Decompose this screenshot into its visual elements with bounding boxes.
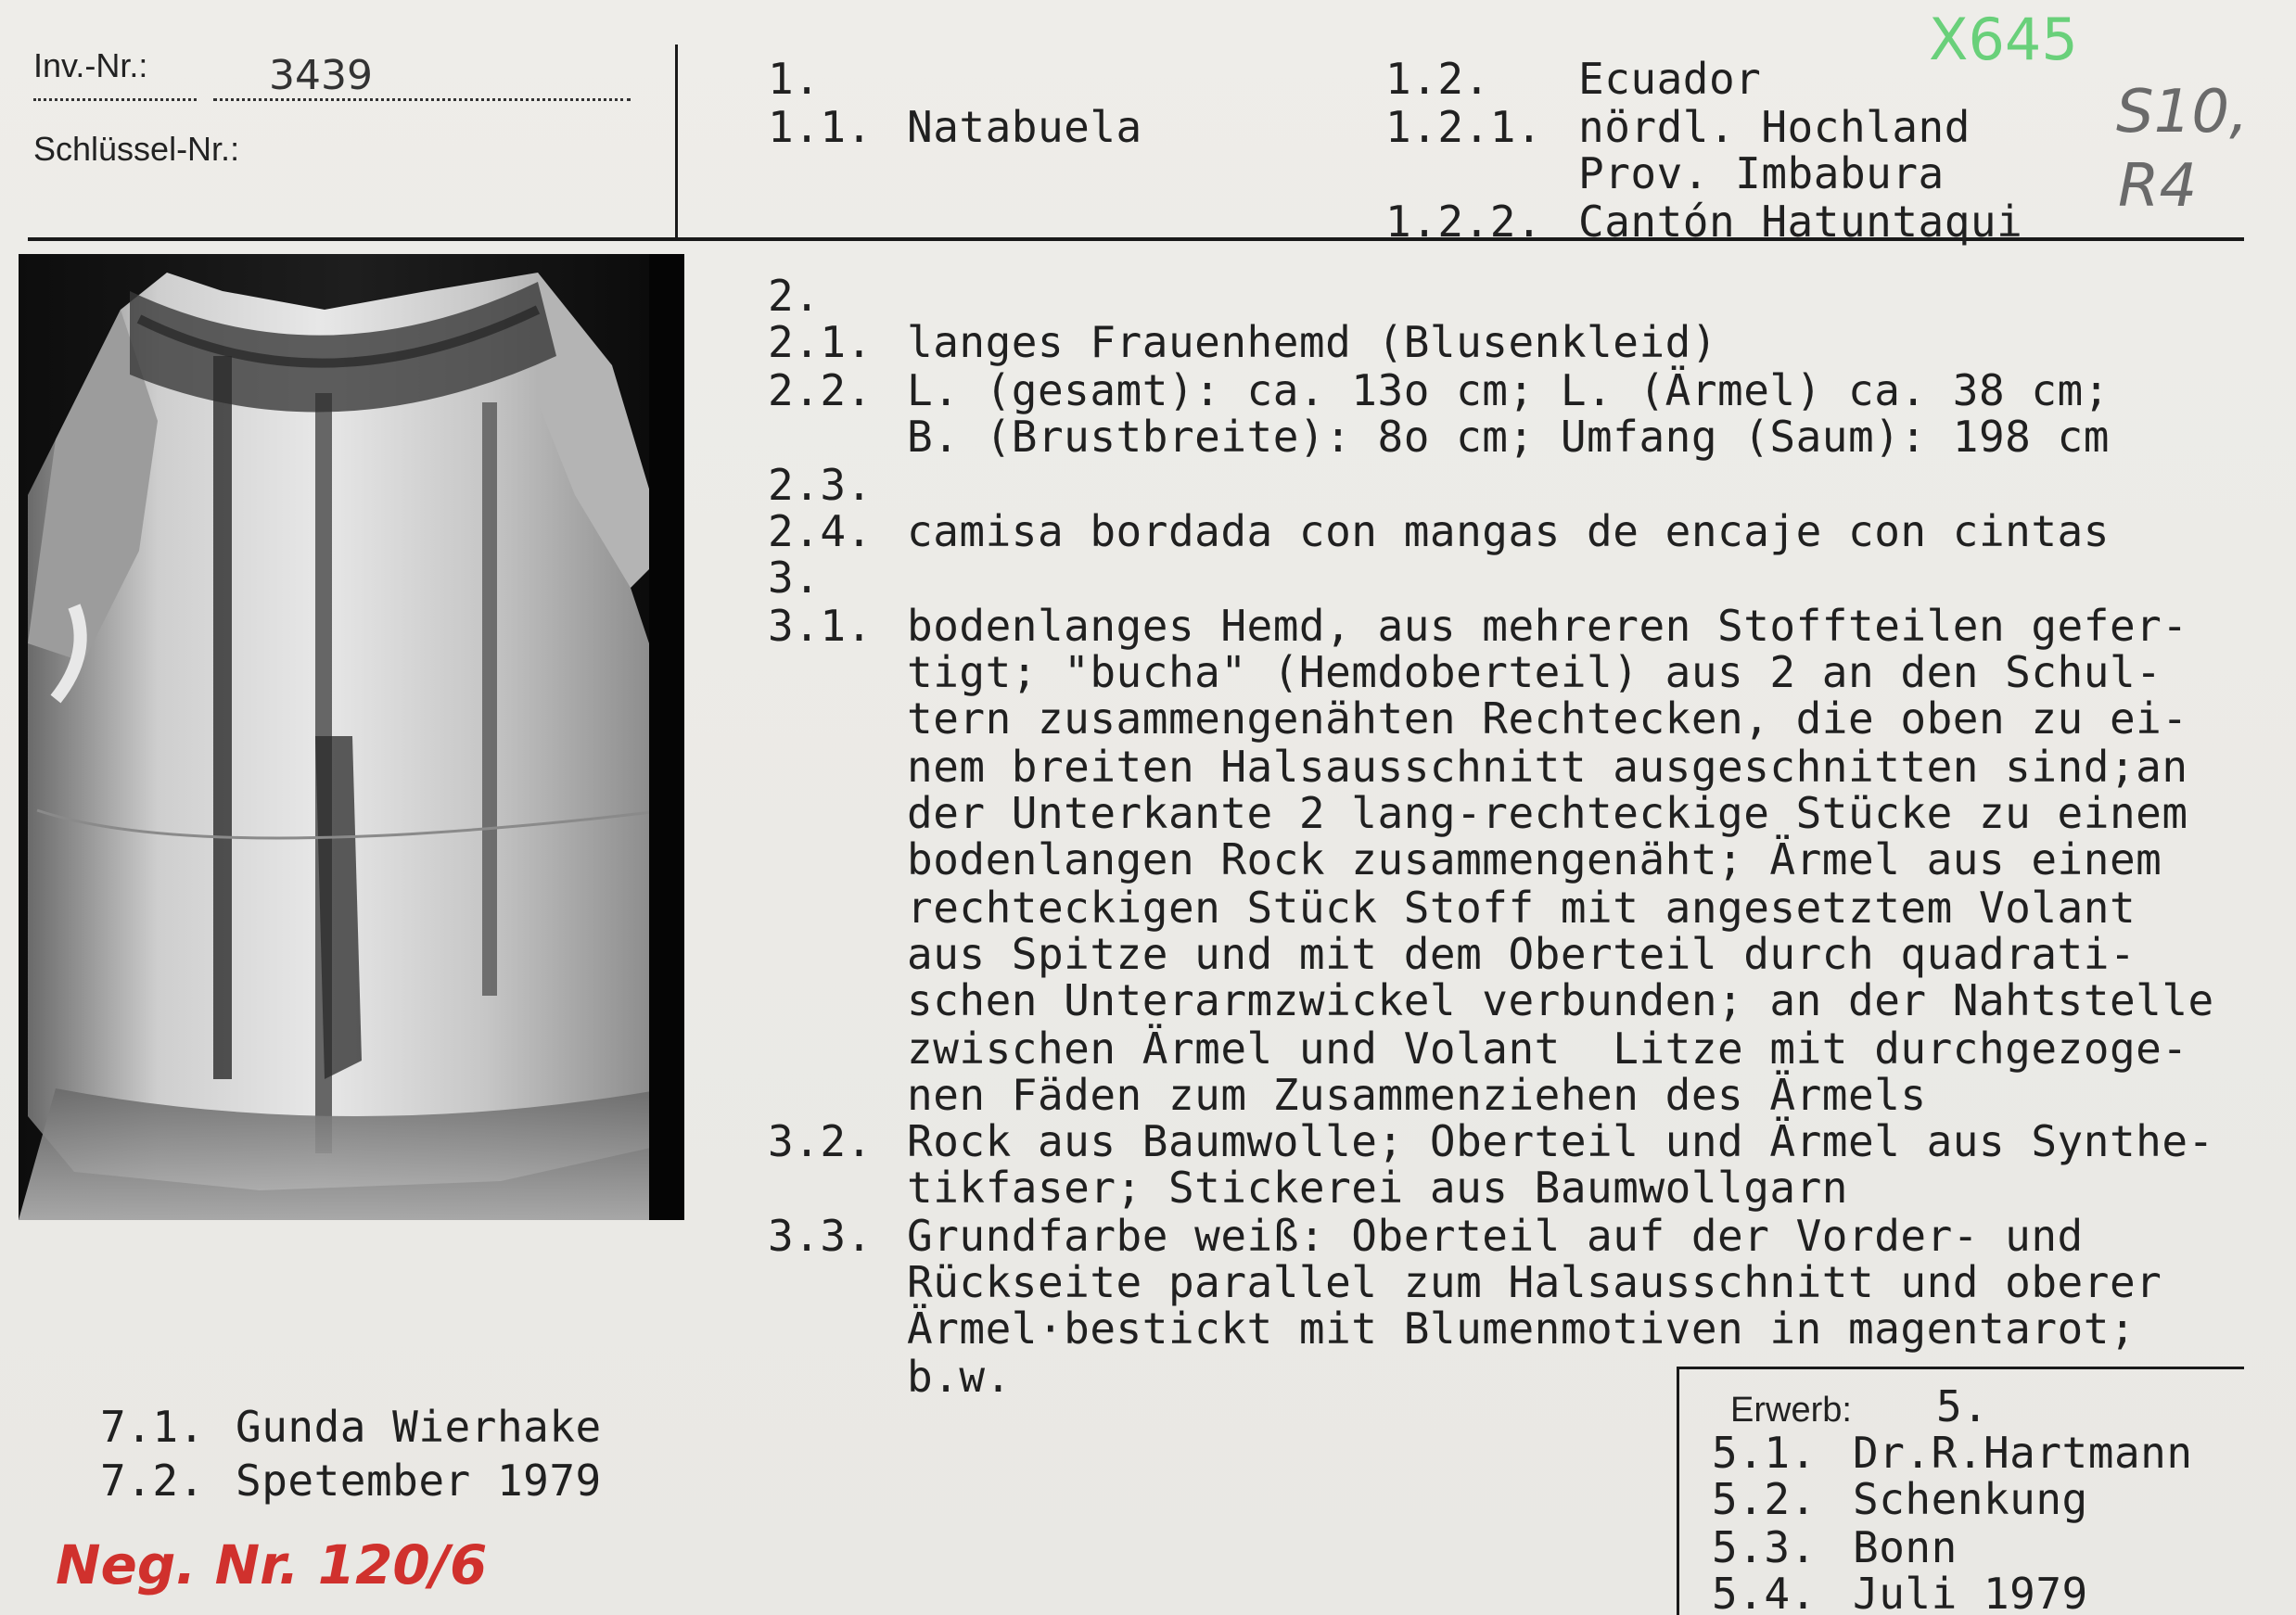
acquisition-box-top: [1677, 1367, 2244, 1369]
inventory-dotted-line-b: [213, 98, 631, 101]
s5-1-number: 5.1.: [1712, 1428, 1817, 1478]
s3-number: 3.: [768, 553, 821, 603]
country: Ecuador: [1578, 54, 1762, 104]
s2-2-number: 2.2.: [768, 365, 873, 415]
inventory-dotted-line-a: [33, 98, 197, 101]
dimensions-line-1: L. (gesamt): ca. 13o cm; L. (Ärmel) ca. 38 cm;: [907, 365, 2110, 415]
s1-2-number: 1.2.: [1385, 54, 1490, 104]
color-line: Grundfarbe weiß: Oberteil auf der Vorder- und: [907, 1211, 2084, 1261]
negative-number-note: Neg. Nr. 120/6: [56, 1533, 488, 1596]
s2-number: 2.: [768, 271, 821, 321]
description-line: tern zusammengenähten Rechtecken, die oben zu ei-: [907, 693, 2188, 744]
garment-photo-image: [19, 254, 684, 1220]
s1-number: 1.: [768, 54, 821, 104]
s3-1-number: 3.1.: [768, 601, 873, 651]
color-line: Rückseite parallel zum Halsausschnitt und oberer: [907, 1257, 2162, 1307]
acquisition-date: Juli 1979: [1853, 1569, 2088, 1615]
ethnic-group: Natabuela: [907, 102, 1142, 152]
description-line: bodenlanges Hemd, aus mehreren Stoffteilen gefer-: [907, 601, 2188, 651]
record-date: Spetember 1979: [236, 1456, 602, 1506]
description-line: nen Fäden zum Zusammenziehen des Ärmels: [907, 1070, 1927, 1120]
s3-2-number: 3.2.: [768, 1116, 873, 1166]
region: nördl. Hochland: [1578, 102, 1971, 152]
acquisition-box-left: [1677, 1367, 1679, 1615]
s5-2-number: 5.2.: [1712, 1474, 1817, 1524]
color-line: Ärmel·bestickt mit Blumenmotiven in magentarot;: [907, 1303, 2137, 1354]
description-line: der Unterkante 2 lang-rechteckige Stücke zu einem: [907, 788, 2188, 838]
color-line: b.w.: [907, 1352, 1012, 1402]
description-line: bodenlangen Rock zusammengenäht; Ärmel aus einem: [907, 834, 2162, 884]
s1-2-2-number: 1.2.2.: [1385, 197, 1543, 247]
description-line: schen Unterarmzwickel verbunden; an der Nahtstelle: [907, 975, 2214, 1025]
pencil-annotation-shelf: S10,: [2116, 78, 2249, 146]
province: Prov. Imbabura: [1578, 148, 1945, 198]
s7-1-number: 7.1.: [100, 1402, 205, 1452]
dimensions-line-2: B. (Brustbreite): 8o cm; Umfang (Saum): 198 cm: [907, 412, 2110, 462]
s5-4-number: 5.4.: [1712, 1569, 1817, 1615]
inventory-number-value: 3439: [269, 52, 373, 99]
recorder-name: Gunda Wierhake: [236, 1402, 602, 1452]
green-annotation: X645: [1929, 6, 2078, 73]
description-line: nem breiten Halsausschnitt ausgeschnitten sind;an: [907, 742, 2188, 792]
pencil-annotation-row: R4: [2118, 152, 2198, 221]
s2-3-number: 2.3.: [768, 460, 873, 510]
inventory-number-label: Inv.-Nr.:: [33, 46, 148, 84]
header-vertical-rule: [675, 45, 678, 239]
material-line: Rock aus Baumwolle; Oberteil und Ärmel aus Synthe-: [907, 1116, 2214, 1166]
acquisition-place: Bonn: [1853, 1522, 1958, 1572]
s7-2-number: 7.2.: [100, 1456, 205, 1506]
acquisition-type: Schenkung: [1853, 1474, 2088, 1524]
canton: Cantón Hatuntaqui: [1578, 197, 2023, 247]
garment-photograph: [19, 254, 684, 1220]
s2-1-number: 2.1.: [768, 317, 873, 367]
s1-2-1-number: 1.2.1.: [1385, 102, 1543, 152]
acquisition-label: Erwerb:: [1730, 1391, 1852, 1430]
key-number-label: Schlüssel-Nr.:: [33, 130, 240, 168]
description-line: rechteckigen Stück Stoff mit angesetztem Volant: [907, 883, 2137, 933]
description-line: zwischen Ärmel und Volant Litze mit durchgezoge-: [907, 1024, 2188, 1074]
local-name: camisa bordada con mangas de encaje con cintas: [907, 506, 2110, 556]
description-line: aus Spitze und mit dem Oberteil durch quadrati-: [907, 929, 2137, 979]
object-name: langes Frauenhemd (Blusenkleid): [907, 317, 1718, 367]
s5-number: 5.: [1936, 1381, 1989, 1431]
description-line: tigt; "bucha" (Hemdoberteil) aus 2 an den Schul-: [907, 647, 2162, 697]
s2-4-number: 2.4.: [768, 506, 873, 556]
donor: Dr.R.Hartmann: [1853, 1428, 2193, 1478]
material-line: tikfaser; Stickerei aus Baumwollgarn: [907, 1163, 1848, 1213]
s1-1-number: 1.1.: [768, 102, 873, 152]
s3-3-number: 3.3.: [768, 1211, 873, 1261]
s5-3-number: 5.3.: [1712, 1522, 1817, 1572]
